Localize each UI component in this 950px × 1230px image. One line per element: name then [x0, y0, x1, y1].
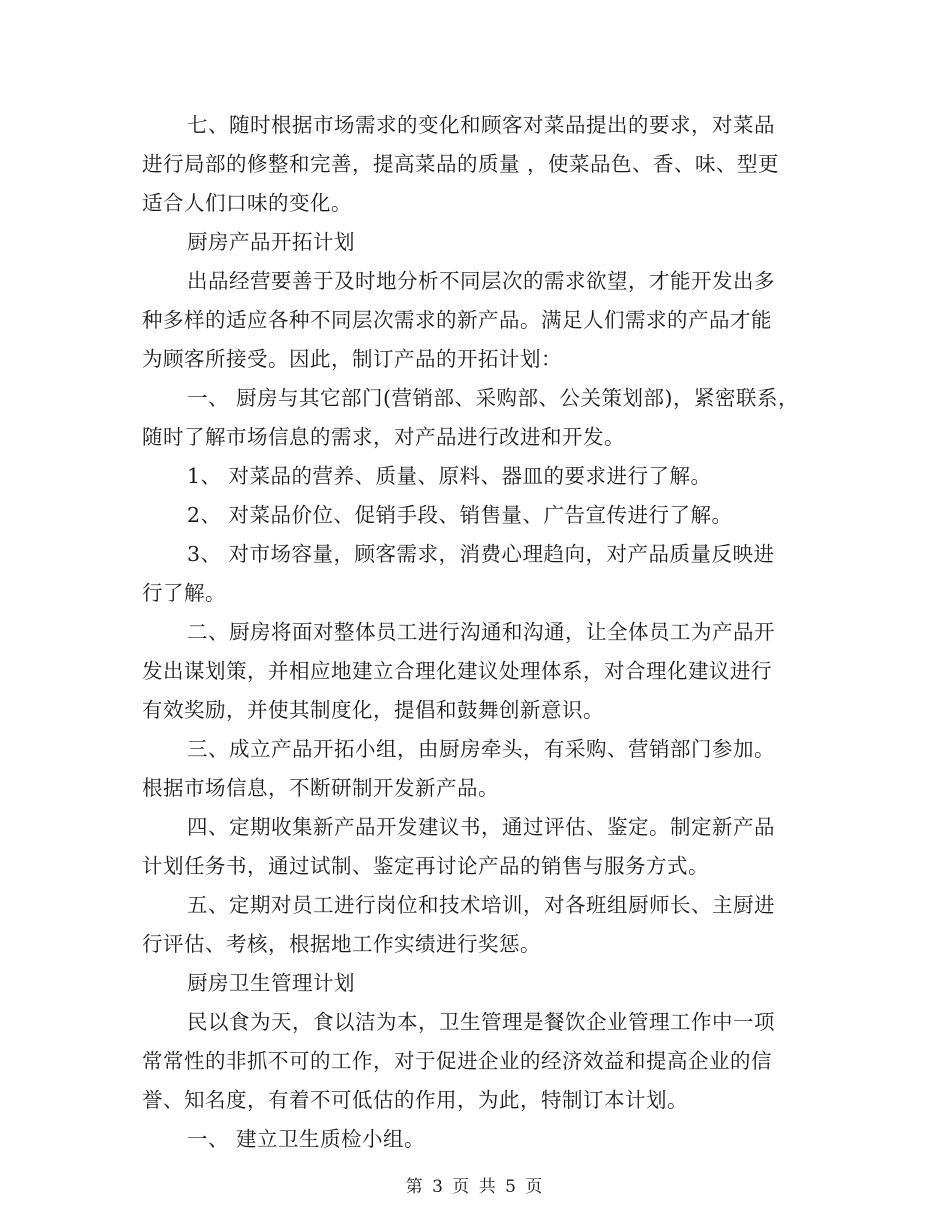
text-line: 四、定期收集新产品开发建议书，通过评估、鉴定。制定新产品 [187, 815, 775, 839]
text-line: 一、 建立卫生质检小组。 [187, 1127, 426, 1151]
text-line: 为顾客所接受。因此，制订产品的开拓计划： [142, 347, 562, 371]
text-line: 有效奖励，并使其制度化，提倡和鼓舞创新意识。 [142, 698, 604, 722]
text-line: 1、 对菜品的营养、质量、原料、器皿的要求进行了解。 [187, 464, 712, 488]
text-line: 行评估、考核，根据地工作实绩进行奖惩。 [142, 932, 541, 956]
text-line: 随时了解市场信息的需求，对产品进行改进和开发。 [142, 425, 625, 449]
section-heading: 厨房产品开拓计划 [187, 230, 355, 254]
text-line: 誉、知名度，有着不可低估的作用，为此，特制订本计划。 [142, 1088, 688, 1112]
page-number-footer: 第 3 页 共 5 页 [405, 1177, 545, 1197]
text-line: 七、随时根据市场需求的变化和顾客对菜品提出的要求，对菜品 [187, 113, 775, 137]
text-line: 3、 对市场容量，顾客需求，消费心理趋向，对产品质量反映进 [187, 542, 775, 566]
text-line: 计划任务书，通过试制、鉴定再讨论产品的销售与服务方式。 [142, 854, 709, 878]
text-line: 民以食为天，食以洁为本，卫生管理是餐饮企业管理工作中一项 [187, 1010, 775, 1034]
document-body [142, 106, 822, 1159]
section-heading: 厨房卫生管理计划 [187, 971, 355, 995]
text-line: 2、 对菜品价位、促销手段、销售量、广告宣传进行了解。 [187, 503, 733, 527]
text-line: 根据市场信息，不断研制开发新产品。 [142, 776, 499, 800]
text-line: 发出谋划策，并相应地建立合理化建议处理体系，对合理化建议进行 [142, 659, 772, 683]
text-line: 种多样的适应各种不同层次需求的新产品。满足人们需求的产品才能 [142, 308, 772, 332]
text-line: 常常性的非抓不可的工作，对于促进企业的经济效益和提高企业的信 [142, 1049, 772, 1073]
text-line: 二、厨房将面对整体员工进行沟通和沟通，让全体员工为产品开 [187, 620, 775, 644]
text-line: 适合人们口味的变化。 [142, 191, 352, 215]
text-line: 一、 厨房与其它部门(营销部、采购部、公关策划部)，紧密联系， [187, 386, 800, 410]
text-line: 五、定期对员工进行岗位和技术培训，对各班组厨师长、主厨进 [187, 893, 775, 917]
text-line: 三、成立产品开拓小组，由厨房牵头，有采购、营销部门参加。 [187, 737, 775, 761]
text-line: 行了解。 [142, 581, 226, 605]
text-line: 出品经营要善于及时地分析不同层次的需求欲望，才能开发出多 [187, 269, 775, 293]
text-line: 进行局部的修整和完善，提高菜品的质量 ，使菜品色、香、味、型更 [142, 152, 780, 176]
